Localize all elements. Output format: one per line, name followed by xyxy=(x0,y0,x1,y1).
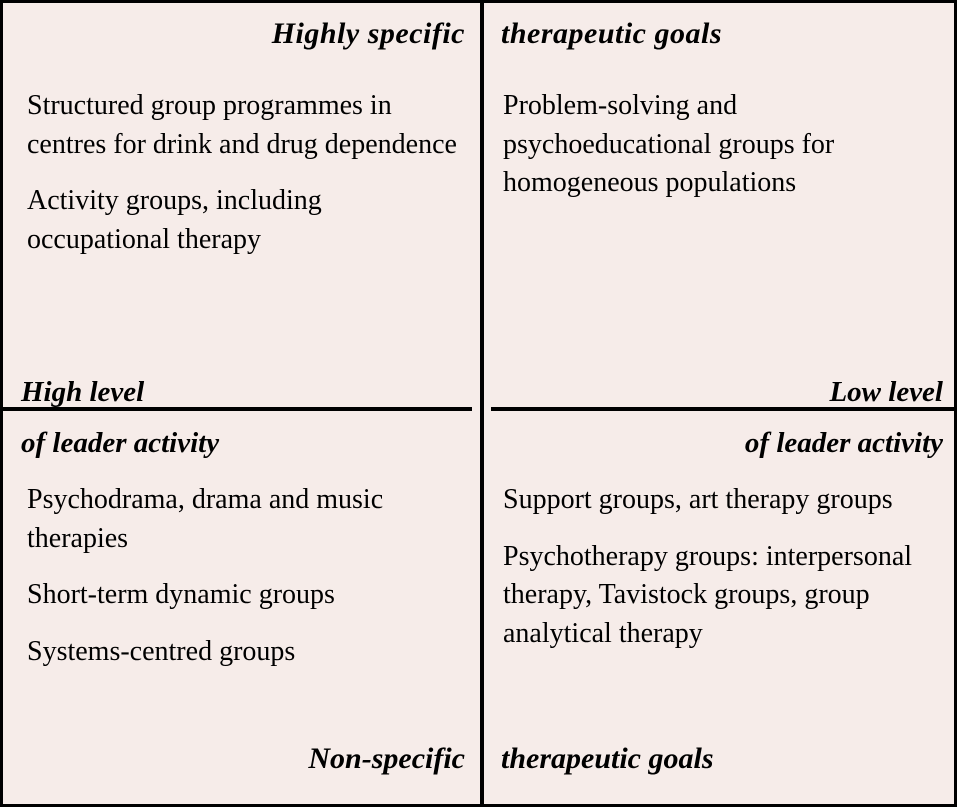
mid-axis-label-left xyxy=(21,367,451,469)
mid-axis-label-right xyxy=(503,367,943,469)
quadrant-top-left xyxy=(27,87,467,259)
vertical-axis-line xyxy=(480,3,484,807)
top-axis-label-right: therapeutic goals xyxy=(501,17,723,50)
quadrant-bottom-left-item-3: Systems-centred groups xyxy=(27,635,296,667)
bottom-axis-label xyxy=(3,742,957,788)
quadrant-bottom-right-item-2: Psychotherapy groups: interpersonal therapy, Tavistock groups, group analytical therapy xyxy=(503,540,913,649)
top-axis-label xyxy=(3,17,957,69)
quadrant-top-left-item-1: Structured group programmes in centres for drink and drug dependence xyxy=(27,90,457,160)
quadrant-bottom-left-item-1: Psychodrama, drama and music therapies xyxy=(27,484,384,554)
quadrant-bottom-right-item-1: Support groups, art therapy groups xyxy=(503,484,893,515)
mid-axis-label-left-line1: High level xyxy=(21,376,145,408)
mid-axis-label-left-line2: of leader activity xyxy=(21,427,220,459)
quadrant-top-right xyxy=(503,87,943,203)
mid-axis-label-right-line1: Low level xyxy=(829,376,943,408)
quadrant-top-left-item-2: Activity groups, including occupational therapy xyxy=(27,185,322,255)
bottom-axis-label-left: Non-specific xyxy=(308,742,465,775)
quadrant-bottom-right xyxy=(503,481,951,653)
mid-axis-label-right-line2: of leader activity xyxy=(744,427,943,459)
quadrant-top-right-item-1: Problem-solving and psychoeducational groups for homogeneous populations xyxy=(503,90,835,198)
quadrant-bottom-left xyxy=(27,481,475,671)
quadrant-bottom-left-item-2: Short-term dynamic groups xyxy=(27,579,335,610)
top-axis-label-left: Highly specific xyxy=(271,17,465,50)
bottom-axis-label-right: therapeutic goals xyxy=(501,742,714,775)
